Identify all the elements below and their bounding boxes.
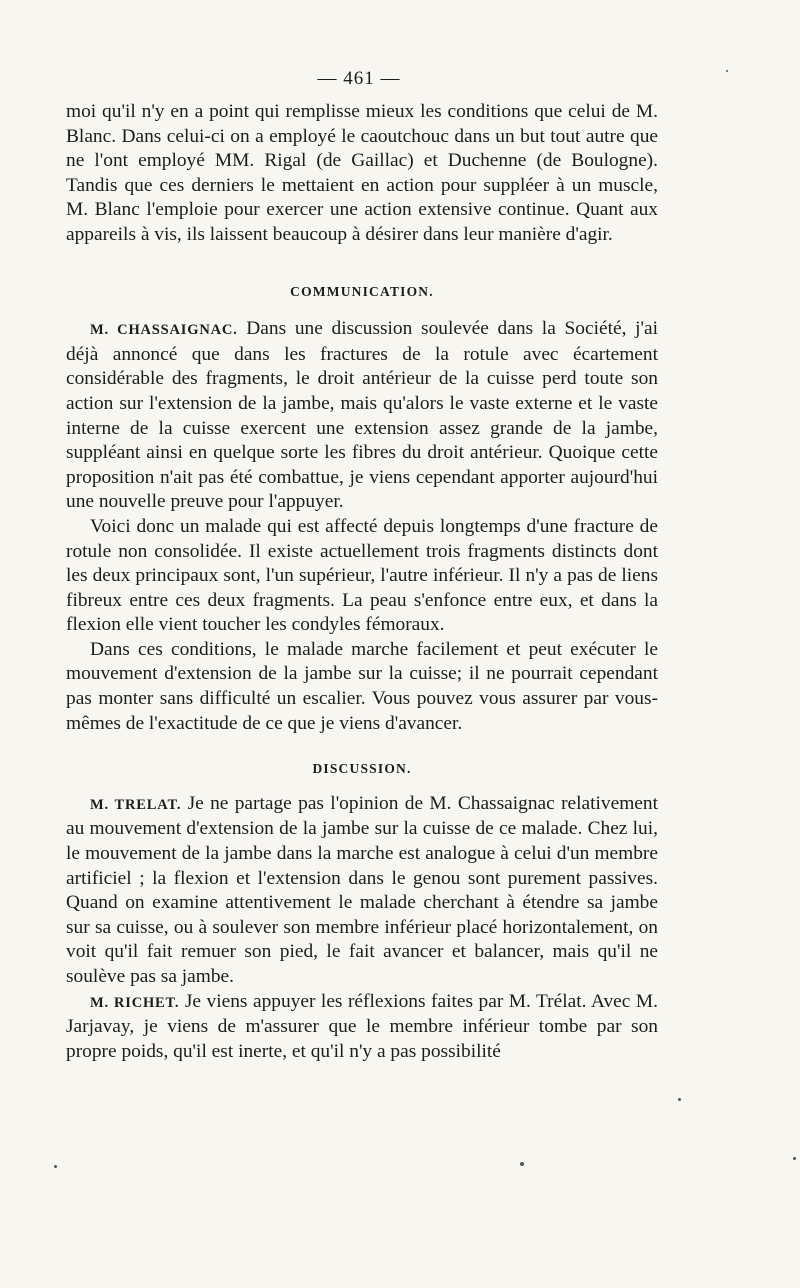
page-number: — 461 — (317, 68, 401, 89)
paper-speck (793, 1157, 796, 1160)
richet-paragraph (66, 990, 658, 1065)
spacer (66, 782, 658, 792)
speaker-chassaignac: M. CHASSAIGNAC. (90, 322, 238, 339)
paper-speck (54, 1165, 57, 1168)
speaker-trelat: M. TRELAT. (90, 796, 182, 813)
trelat-text: Je ne partage pas l'opinion de M. Chassaignac relativement au mouvement d'extension de la jambe sur la cuisse de ce malade. Chez lui, le mouvement de la jambe dans la marche est analogue à celui d'un membre artificiel ; la flexion et l'extension dans le genou sont purement passives. Quand on examine attentivement le malade cherchant à étendre sa jambe sur sa cuisse, ou à soulever son membre inférieur placé horizontalement, on voit qu'il fait remuer son pied, le fait avancer et balancer, mais qu'il ne soulève pas sa jambe. (66, 792, 658, 987)
paper-speck (520, 1162, 524, 1166)
text-column (66, 100, 658, 1064)
trelat-paragraph (66, 792, 658, 990)
spacer (66, 736, 658, 757)
speaker-richet: M. RICHET. (90, 994, 180, 1011)
opening-paragraph: moi qu'il n'y en a point qui remplisse mieux les conditions que celui de M. Blanc. Dans celui-ci on a employé le caoutchouc dans un but tout autre que ne l'ont employé MM. Rigal (de Gaillac) et Duchenne (de Boulogne). Tandis que ces derniers le mettaient en action pour suppléer à un muscle, M. Blanc l'emploie pour exercer une action extensive continue. Quant aux appareils à vis, ils laissent beaucoup à désirer dans leur manière d'agir. (66, 101, 658, 245)
chassaignac-paragraph (66, 317, 658, 515)
chassaignac-text: Dans une discussion soulevée dans la Société, j'ai déjà annoncé que dans les fractures de la rotule avec écartement considérable des fragments, le droit antérieur de la cuisse perd toute son action sur l'extension de la jambe, mais qu'alors le vaste externe et le vaste interne de la cuisse exercent une extension assez grande de la jambe, suppléant ainsi en quelque sorte les fibres du droit antérieur. Quoique cette proposition n'ait pas été combattue, je viens cependant apporter aujourd'hui une nouvelle preuve pour l'appuyer. (66, 318, 658, 513)
paper-speck (726, 70, 728, 72)
paper-speck (678, 1098, 681, 1101)
communication-paragraph-2: Voici donc un malade qui est affecté depuis longtemps d'une fracture de rotule non consolidée. Il existe actuellement trois fragments distincts dont les deux principaux sont, l'un supérieur, l'autre inférieur. Il n'y a pas de liens fibreux entre ces deux fragments. La peau s'enfonce entre eux, et dans la flexion elle vient toucher les condyles fémoraux. (66, 515, 658, 636)
spacer (66, 304, 658, 317)
spacer (66, 248, 658, 280)
communication-paragraph-3: Dans ces conditions, le malade marche facilement et peut exécuter le mouvement d'extension de la jambe sur la cuisse; il ne pourrait cependant pas monter sans difficulté un escalier. Vous pouvez vous assurer par vous-mêmes de l'exactitude de ce que je viens d'avancer. (66, 638, 658, 734)
section-heading-discussion: DISCUSSION. (312, 761, 412, 777)
richet-text: Je viens appuyer les réflexions faites par M. Trélat. Avec M. Jarjavay, je viens de m'assurer que le membre inférieur tombe par son propre poids, qu'il est inerte, et qu'il n'y a pas possibilité (66, 990, 658, 1062)
section-heading-communication: COMMUNICATION. (290, 283, 434, 299)
